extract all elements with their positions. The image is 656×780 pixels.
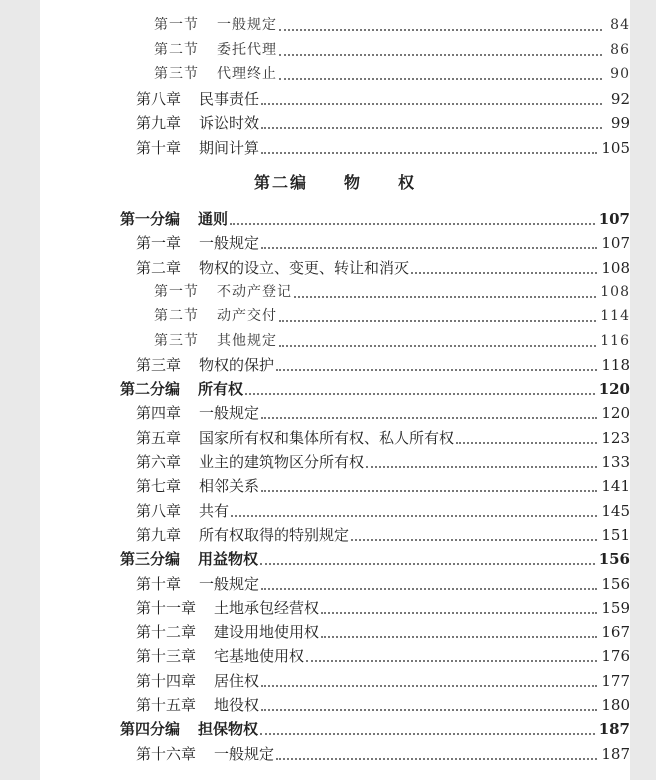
toc-page-number: 187: [601, 744, 630, 763]
toc-entry-chapter[interactable]: [136, 447, 630, 471]
toc-entry-label: [120, 720, 258, 738]
toc-entry-label: [136, 696, 259, 714]
toc-entry-chapter[interactable]: [136, 641, 630, 665]
toc-entry-title: 建设用地使用权: [214, 623, 320, 642]
toc-entry-prefix: 第八章: [136, 89, 182, 108]
toc-page-number: 145: [601, 501, 630, 520]
toc-entry-chapter[interactable]: [136, 593, 630, 617]
toc-entry-label: [136, 404, 259, 422]
toc-page-number: 90: [610, 66, 630, 82]
toc-dot-leader: [261, 417, 597, 419]
toc-entry-title: 国家所有权和集体所有权、私人所有权: [199, 428, 455, 447]
toc-dot-leader: [260, 563, 595, 565]
toc-page-number: 123: [601, 428, 630, 447]
part-title-a: 物: [343, 173, 362, 192]
toc-entry-label: [136, 429, 454, 447]
toc-dot-leader: [261, 588, 597, 590]
toc-entry-label: [136, 502, 229, 520]
toc-dot-leader: [230, 223, 595, 225]
toc-entry-prefix: 第三分编: [120, 550, 181, 569]
toc-dot-leader: [279, 78, 602, 80]
toc-entry-prefix: 第四章: [136, 404, 182, 423]
toc-entry-title: 不动产登记: [217, 283, 292, 300]
toc-page-number: 151: [601, 525, 630, 544]
toc-page-number: 133: [601, 453, 630, 471]
toc-entry-chapter[interactable]: [136, 617, 630, 641]
toc-entry-title: 期间计算: [199, 138, 260, 157]
toc-entry-chapter[interactable]: [136, 666, 630, 690]
toc-entry-prefix: 第一分编: [120, 210, 181, 228]
toc-entry-label: [136, 672, 259, 690]
toc-entry-title: 业主的建筑物区分所有权: [199, 453, 365, 471]
toc-entry-section[interactable]: [154, 35, 630, 59]
toc-dot-leader: [294, 296, 596, 298]
toc-entry-title: 居住权: [214, 671, 260, 690]
toc-entry-label: [136, 745, 274, 763]
toc-page-number: 177: [601, 671, 630, 690]
toc-dot-leader: [245, 393, 595, 395]
toc-entry-title: 物权的设立、变更、转让和消灭: [199, 258, 410, 277]
toc-entry-title: 诉讼时效: [199, 114, 260, 132]
toc-entry-label: [154, 283, 292, 301]
toc-entry-section[interactable]: [154, 277, 630, 301]
toc-entry-label: [136, 356, 274, 374]
toc-entry-title: 动产交付: [217, 308, 277, 325]
toc-page-number: 141: [601, 477, 630, 496]
toc-dot-leader: [279, 345, 596, 347]
toc-dot-leader: [261, 127, 602, 129]
toc-entry-prefix: 第十二章: [136, 623, 197, 642]
toc-dot-leader: [261, 490, 597, 492]
toc-dot-leader: [366, 466, 597, 468]
toc-page-number: 92: [610, 89, 630, 108]
toc-entry-chapter[interactable]: [136, 690, 630, 714]
toc-entry-chapter[interactable]: [136, 471, 630, 495]
toc-entry-title: 一般规定: [214, 744, 275, 763]
toc-entry-title: 委托代理: [217, 41, 277, 58]
toc-entry-chapter[interactable]: [136, 423, 630, 447]
toc-entry-title: 通则: [198, 210, 229, 228]
toc-dot-leader: [276, 369, 597, 371]
toc-entry-prefix: 第三章: [136, 355, 182, 374]
toc-entry-label: [136, 599, 319, 617]
toc-entry-title: 所有权取得的特别规定: [199, 525, 350, 544]
toc-entry-title: 其他规定: [217, 332, 277, 349]
toc-entry-chapter[interactable]: [136, 739, 630, 763]
toc-entry-title: 宅基地使用权: [214, 647, 305, 666]
toc-dot-leader: [279, 54, 602, 56]
toc-page-number: 114: [600, 308, 630, 325]
part-title-b: 权: [398, 173, 417, 192]
part-title: [40, 170, 630, 193]
toc-entry-title: 担保物权: [198, 720, 259, 739]
toc-page-number: 86: [610, 41, 630, 58]
toc-entry-title: 相邻关系: [199, 477, 260, 496]
toc-entry-title: 一般规定: [199, 404, 260, 423]
toc-page-number: 108: [600, 283, 630, 300]
toc-dot-leader: [321, 612, 597, 614]
toc-entry-chapter[interactable]: [136, 228, 630, 252]
toc-page-number: 187: [598, 720, 630, 739]
toc-entry-chapter[interactable]: [136, 520, 630, 544]
toc-dot-leader: [279, 320, 596, 322]
toc-dot-leader: [261, 709, 597, 711]
toc-dot-leader: [261, 247, 597, 249]
toc-entry-label: [136, 623, 319, 641]
toc-entry-label: [136, 477, 259, 495]
toc-entry-prefix: 第十章: [136, 574, 182, 593]
toc-entry-prefix: 第一节: [154, 17, 199, 33]
toc-dot-leader: [260, 733, 595, 735]
toc-entry-prefix: 第十四章: [136, 671, 197, 690]
toc-entry-chapter[interactable]: [136, 108, 630, 132]
toc-entry-title: 共有: [199, 501, 230, 520]
toc-entry-section[interactable]: [154, 10, 630, 34]
toc-entry-title: 土地承包经营权: [214, 598, 320, 617]
toc-page-number: 180: [601, 696, 630, 714]
toc-dot-leader: [456, 442, 597, 444]
toc-entry-prefix: 第十一章: [136, 598, 197, 617]
toc-entry-prefix: 第二分编: [120, 380, 181, 399]
toc-entry-title: 地役权: [214, 696, 260, 714]
toc-page-number: 116: [600, 332, 630, 349]
toc-dot-leader: [276, 758, 597, 760]
toc-entry-label: [136, 90, 259, 108]
toc-entry-sub[interactable]: [120, 714, 630, 738]
toc-entry-label: [120, 550, 258, 568]
toc-entry-sub[interactable]: [120, 204, 630, 228]
toc-entry-title: 代理终止: [217, 66, 277, 82]
toc-entry-label: [136, 234, 259, 252]
toc-dot-leader: [261, 685, 597, 687]
toc-entry-prefix: 第九章: [136, 114, 182, 132]
toc-page-number: 156: [598, 550, 630, 569]
toc-entry-title: 物权的保护: [199, 355, 275, 374]
toc-dot-leader: [279, 29, 602, 31]
toc-entry-title: 民事责任: [199, 89, 260, 108]
toc-entry-section[interactable]: [154, 59, 630, 83]
toc-entry-prefix: 第一章: [136, 234, 182, 253]
toc-dot-leader: [231, 515, 597, 517]
toc-entry-label: [136, 575, 259, 593]
toc-entry-label: [154, 16, 277, 34]
toc-page-number: 84: [610, 17, 630, 33]
part-prefix: 第二编: [253, 173, 308, 192]
toc-entry-section[interactable]: [154, 326, 630, 350]
toc-page-number: 156: [601, 574, 630, 593]
toc-entry-chapter[interactable]: [136, 253, 630, 277]
toc-entry-prefix: 第九章: [136, 525, 182, 544]
toc-entry-label: [154, 41, 277, 59]
toc-entry-prefix: 第三节: [154, 332, 199, 349]
toc-entry-sub[interactable]: [120, 544, 630, 568]
toc-entry-title: 一般规定: [217, 17, 277, 33]
toc-entry-prefix: 第四分编: [120, 720, 181, 739]
toc-page: [40, 0, 630, 780]
toc-entry-prefix: 第八章: [136, 501, 182, 520]
toc-entry-prefix: 第十六章: [136, 744, 197, 763]
toc-entry-label: [154, 307, 277, 325]
toc-entry-label: [136, 647, 304, 665]
toc-page-number: 107: [598, 210, 630, 228]
toc-entry-prefix: 第一节: [154, 283, 199, 300]
toc-entry-chapter[interactable]: [136, 496, 630, 520]
toc-entry-label: [136, 139, 259, 157]
toc-entry-label: [154, 332, 277, 350]
toc-dot-leader: [261, 103, 602, 105]
toc-entry-title: 一般规定: [199, 574, 260, 593]
toc-page-number: 105: [601, 138, 630, 157]
toc-page-number: 159: [601, 598, 630, 617]
toc-entry-chapter[interactable]: [136, 398, 630, 422]
toc-page-number: 107: [601, 234, 630, 253]
toc-entry-prefix: 第二节: [154, 308, 199, 325]
toc-entry-section[interactable]: [154, 301, 630, 325]
toc-entry-title: 用益物权: [198, 550, 259, 569]
toc-entry-label: [154, 65, 277, 83]
toc-page-number: 167: [601, 623, 630, 642]
toc-entry-chapter[interactable]: [136, 350, 630, 374]
toc-entry-prefix: 第三节: [154, 66, 199, 82]
toc-entry-prefix: 第二章: [136, 258, 182, 277]
toc-dot-leader: [306, 660, 597, 662]
toc-dot-leader: [411, 272, 597, 274]
toc-page-number: 108: [601, 258, 630, 277]
toc-entry-prefix: 第五章: [136, 428, 182, 447]
toc-entry-label: [136, 114, 259, 132]
toc-page-number: 120: [598, 380, 630, 399]
toc-page-number: 118: [601, 355, 630, 374]
toc-entry-chapter[interactable]: [136, 84, 630, 108]
toc-entry-prefix: 第十章: [136, 138, 182, 157]
toc-entry-title: 一般规定: [199, 234, 260, 253]
toc-entry-prefix: 第十五章: [136, 696, 197, 714]
toc-page-number: 176: [601, 647, 630, 666]
toc-entry-label: [120, 210, 228, 228]
toc-dot-leader: [321, 636, 597, 638]
toc-entry-label: [120, 380, 243, 398]
toc-entry-label: [136, 259, 409, 277]
toc-entry-label: [136, 453, 364, 471]
toc-entry-title: 所有权: [198, 380, 244, 399]
toc-entry-label: [136, 526, 349, 544]
toc-entry-chapter[interactable]: [136, 133, 630, 157]
toc-entry-chapter[interactable]: [136, 569, 630, 593]
toc-entry-prefix: 第二节: [154, 41, 199, 58]
toc-entry-sub[interactable]: [120, 374, 630, 398]
toc-page-number: 120: [601, 404, 630, 423]
toc-dot-leader: [261, 152, 597, 154]
toc-entry-prefix: 第七章: [136, 477, 182, 496]
toc-page-number: 99: [610, 114, 630, 132]
toc-entry-prefix: 第六章: [136, 453, 182, 471]
toc-dot-leader: [351, 539, 597, 541]
toc-entry-prefix: 第十三章: [136, 647, 197, 666]
